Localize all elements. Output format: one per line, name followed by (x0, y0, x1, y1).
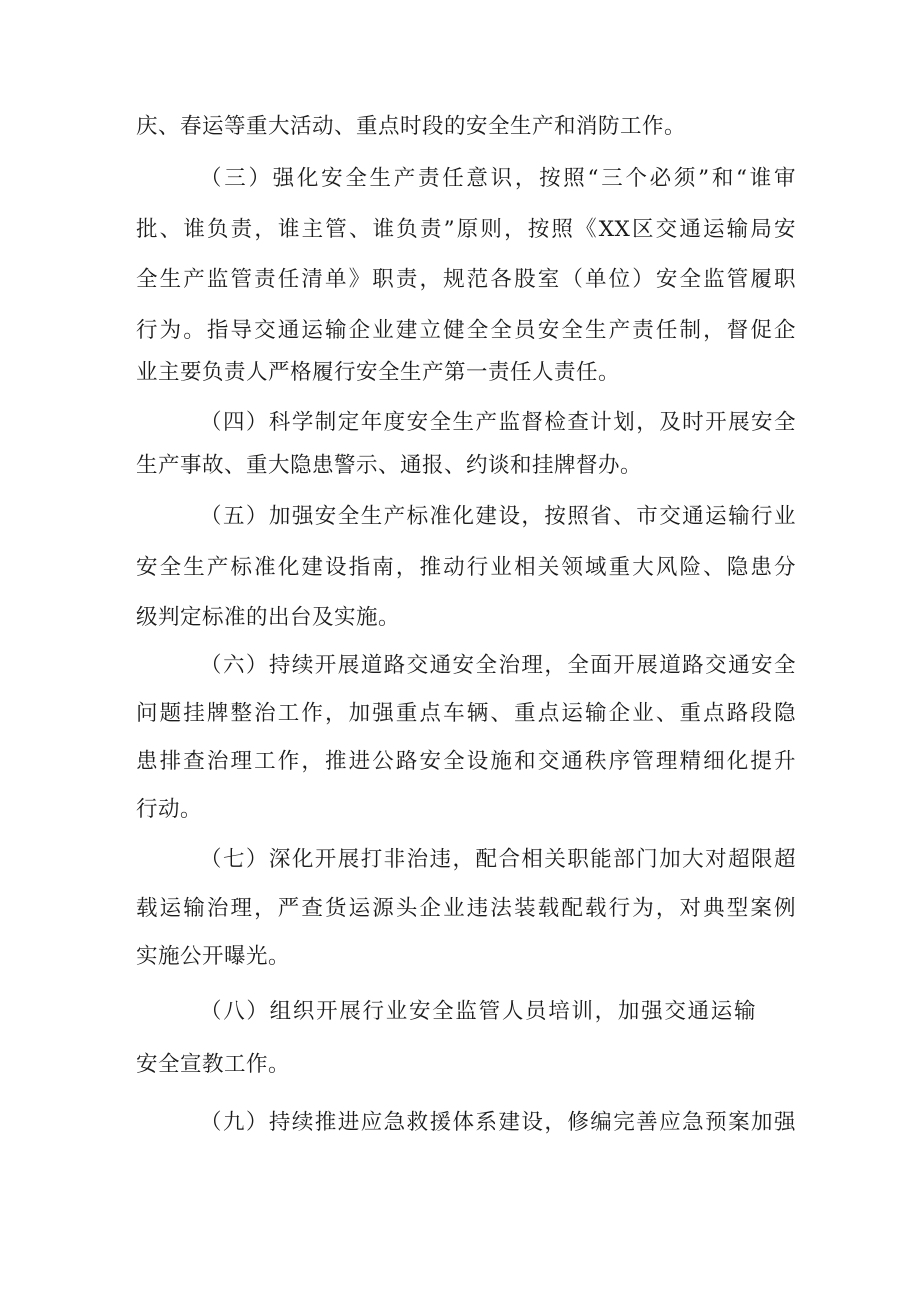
paragraph-3-line-1: （三）强化安全生产责任意识，按照“三个必须”和“谁审 (200, 166, 796, 191)
text-line: 载运输治理，严查货运源头企业违法装载配载行为，对典型案例 (136, 896, 796, 921)
text-line: 全生产监管责任清单》职责，规范各股室（单位）安全监管履职 (136, 267, 796, 292)
text-line: 安全生产标准化建设指南，推动行业相关领域重大风险、隐患分 (136, 555, 796, 580)
paragraph-8-line-1: （八）组织开展行业安全监管人员培训，加强交通运输 (200, 999, 756, 1024)
text-line: 患排查治理工作，推进公路安全设施和交通秩序管理精细化提升 (136, 749, 796, 774)
paragraph-6-line-1: （六）持续开展道路交通安全治理，全面开展道路交通安全 (200, 653, 796, 678)
text-line: 问题挂牌整治工作，加强重点车辆、重点运输企业、重点路段隐 (136, 701, 796, 726)
paragraph-7-line-1: （七）深化开展打非治违，配合相关职能部门加大对超限超 (200, 847, 796, 872)
text-line: 安全宣教工作。 (136, 1052, 291, 1077)
text-line: 批、谁负责，谁主管、谁负责”原则，按照《XX区交通运输局安 (136, 217, 796, 242)
text-line: 生产事故、重大隐患警示、通报、约谈和挂牌督办。 (136, 453, 643, 478)
paragraph-5-line-1: （五）加强安全生产标准化建设，按照省、市交通运输行业 (200, 504, 796, 529)
paragraph-9-line-1: （九）持续推进应急救援体系建设，修编完善应急预案加强 (200, 1110, 796, 1135)
text-line: 行动。 (136, 797, 203, 822)
paragraph-4-line-1: （四）科学制定年度安全生产监督检查计划，及时开展安全 (200, 410, 796, 435)
text-line: 业主要负责人严格履行安全生产第一责任人责任。 (136, 360, 621, 385)
text-line: 行为。指导交通运输企业建立健全全员安全生产责任制，督促企 (136, 318, 796, 343)
text-line: 实施公开曝光。 (136, 944, 291, 969)
text-line: 庆、春运等重大活动、重点时段的安全生产和消防工作。 (136, 114, 687, 139)
text-line: 级判定标准的出台及实施。 (136, 605, 401, 630)
